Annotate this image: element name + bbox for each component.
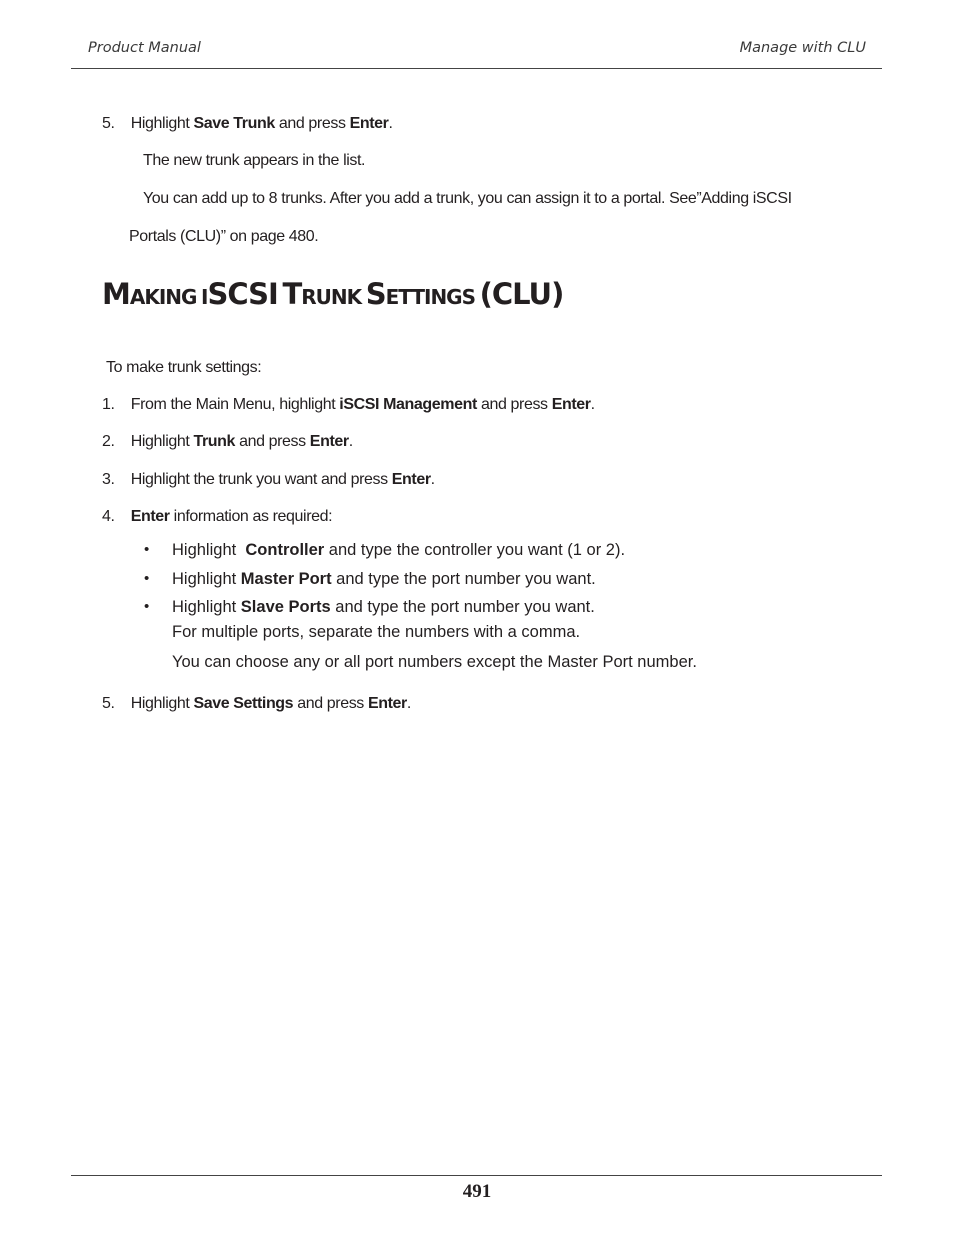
section-heading	[102, 277, 563, 311]
step-text: and press	[476, 396, 552, 413]
step-4	[102, 508, 332, 526]
step-text: and press	[235, 433, 310, 450]
bullet-text: Highlight	[172, 541, 246, 559]
bullet-master-port	[172, 570, 596, 589]
step-1	[102, 396, 595, 414]
heading-part: ETTINGS	[385, 285, 475, 309]
heading-part: S	[365, 277, 386, 311]
step-text: Highlight	[130, 695, 194, 712]
step-number: 5.	[102, 115, 115, 132]
step-text: .	[406, 695, 411, 712]
step-text: .	[348, 433, 353, 450]
save-settings-label: Save Settings	[193, 695, 294, 712]
bullet-text: and type the port number you want.	[330, 598, 595, 616]
heading-part: SCSI	[207, 277, 278, 311]
heading-part: M	[102, 277, 130, 311]
slave-ports-note-2: You can choose any or all port numbers except the Master Port number.	[172, 653, 697, 671]
step-number: 4.	[102, 508, 115, 525]
bullet-text: and type the controller you want (1 or 2).	[324, 541, 626, 559]
enter-key-label: Enter	[551, 396, 591, 413]
enter-key-label: Enter	[391, 471, 431, 488]
bullet-marker: •	[144, 598, 150, 615]
step-text: Highlight the trunk you want and press	[130, 471, 392, 488]
bullet-text: Highlight	[172, 598, 241, 616]
controller-label: Controller	[245, 541, 325, 559]
step-text: and press	[274, 115, 350, 132]
heading-part: (CLU)	[479, 277, 564, 311]
iscsi-management-label: iSCSI Management	[339, 396, 477, 413]
save-trunk-note-1: The new trunk appears in the list.	[143, 152, 366, 169]
heading-part: I	[201, 285, 208, 309]
footer-rule	[71, 1175, 882, 1176]
step-text: Highlight	[130, 433, 194, 450]
heading-part: T	[282, 277, 302, 311]
step-number: 3.	[102, 471, 115, 488]
bullet-marker: •	[144, 570, 150, 587]
header-left-title: Product Manual	[88, 40, 201, 56]
bullet-text: and type the port number you want.	[331, 570, 596, 588]
step-3	[102, 471, 435, 489]
step-text: .	[590, 396, 595, 413]
step-text: .	[430, 471, 435, 488]
slave-ports-label: Slave Ports	[240, 598, 331, 616]
intro-text: To make trunk settings:	[106, 359, 262, 376]
header-right-title: Manage with CLU	[739, 40, 866, 56]
enter-label: Enter	[130, 508, 170, 525]
enter-key-label: Enter	[367, 695, 407, 712]
step-text: and press	[293, 695, 368, 712]
step-2	[102, 433, 353, 451]
page-number: 491	[462, 1181, 492, 1202]
master-port-label: Master Port	[240, 570, 332, 588]
heading-part: AKING	[129, 285, 197, 309]
bullet-slave-ports	[172, 598, 595, 617]
step-number: 5.	[102, 695, 115, 712]
slave-ports-note-1: For multiple ports, separate the numbers with a comma.	[172, 623, 581, 641]
step-text: .	[388, 115, 393, 132]
bullet-text: Highlight	[172, 570, 241, 588]
step-text: From the Main Menu, highlight	[130, 396, 340, 413]
enter-key-label: Enter	[309, 433, 349, 450]
save-trunk-label: Save Trunk	[193, 115, 275, 132]
save-trunk-note-2b: Portals (CLU)” on page 480.	[129, 228, 319, 245]
bullet-marker: •	[144, 541, 150, 558]
step-text: Highlight	[130, 115, 194, 132]
enter-key-label: Enter	[349, 115, 389, 132]
heading-part: RUNK	[301, 285, 362, 309]
step-5	[102, 695, 411, 713]
save-trunk-note-2a: You can add up to 8 trunks. After you add a trunk, you can assign it to a portal. See”Adding iSCSI	[143, 190, 792, 207]
step-number: 1.	[102, 396, 115, 413]
bullet-controller	[172, 541, 625, 560]
trunk-label: Trunk	[193, 433, 236, 450]
step-text: information as required:	[169, 508, 333, 525]
header-rule	[71, 68, 882, 69]
step-number: 2.	[102, 433, 115, 450]
save-trunk-step	[102, 115, 393, 133]
